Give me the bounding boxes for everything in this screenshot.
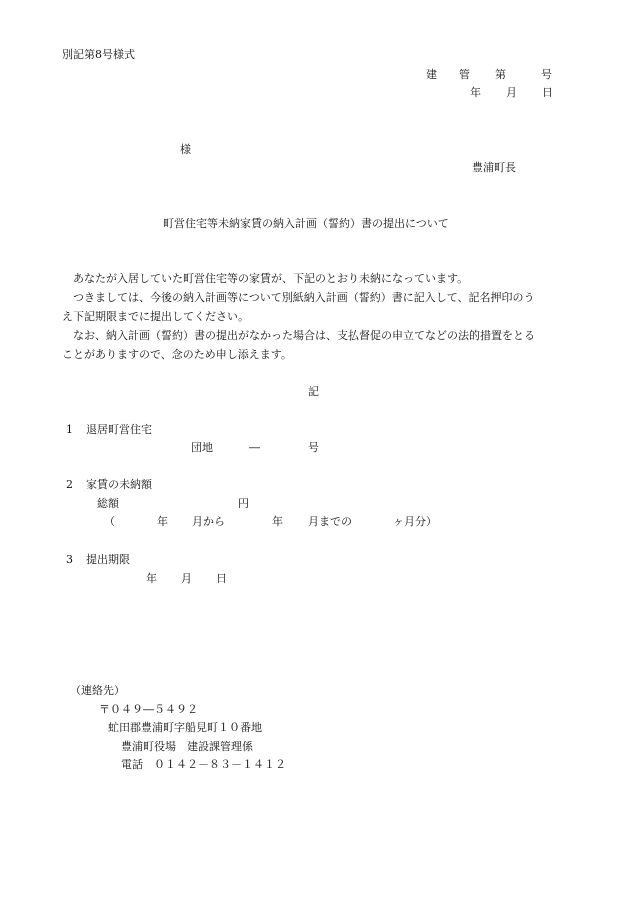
item-2-month-until: 月までの <box>308 515 352 528</box>
contact-postal: 〒０４９―５４９２ <box>99 703 198 716</box>
sender-name: 豊浦町長 <box>472 161 516 174</box>
item-1-number: 1 <box>66 423 73 436</box>
contact-phone: 電話 ０１４２－８３－１４１２ <box>121 758 286 771</box>
item-1-go: 号 <box>308 441 319 454</box>
body-line-1: あなたが入居していた町営住宅等の家賃が、下記のとおり未納になっています。 <box>73 272 469 285</box>
ki-heading: 記 <box>308 385 319 398</box>
item-2-months-tail: ヶ月分） <box>393 515 437 528</box>
item-2-total-label: 総額 <box>97 497 119 510</box>
body-line-3: え下記期限までに提出してください。 <box>62 310 249 323</box>
item-3-label: 提出期限 <box>86 553 130 566</box>
document-title: 町営住宅等未納家賃の納入計画（誓約）書の提出について <box>163 217 449 230</box>
item-2-paren-open: （ <box>104 515 115 528</box>
item-3-year: 年 <box>146 572 157 585</box>
item-2-label: 家賃の未納額 <box>86 478 152 491</box>
item-3-day: 日 <box>216 572 227 585</box>
contact-address: 虻田郡豊浦町字船見町１０番地 <box>108 721 262 734</box>
doc-number-char-2: 管 <box>459 68 470 81</box>
contact-office: 豊浦町役場 建設課管理係 <box>121 740 253 753</box>
item-3-number: 3 <box>66 553 73 566</box>
item-1-label: 退居町営住宅 <box>86 423 152 436</box>
item-2-year-b: 年 <box>272 515 283 528</box>
item-3-month: 月 <box>181 572 192 585</box>
body-line-4: なお、納入計画（誓約）書の提出がなかった場合は、支払督促の申立てなどの法的措置をとる <box>73 329 535 342</box>
item-2-number: 2 <box>66 478 73 491</box>
item-1-danchi: 団地 <box>191 441 213 454</box>
addressee-suffix: 様 <box>180 143 191 156</box>
item-2-yen: 円 <box>238 497 249 510</box>
doc-number-char-4: 号 <box>541 68 552 81</box>
issue-date-day: 日 <box>542 86 553 99</box>
item-2-year-a: 年 <box>157 515 168 528</box>
doc-number-char-1: 建 <box>426 68 437 81</box>
issue-date-year: 年 <box>470 86 481 99</box>
body-line-2: つきましては、今後の納入計画等について別紙納入計画（誓約）書に記入して、記名押印のう <box>73 291 535 304</box>
body-line-5: ことがありますので、念のため申し添えます。 <box>62 348 292 361</box>
form-label: 別記第8号様式 <box>62 48 135 61</box>
item-1-dash: ― <box>249 441 260 454</box>
issue-date-month: 月 <box>506 86 517 99</box>
doc-number-char-3: 第 <box>495 68 506 81</box>
item-2-month-from: 月から <box>192 515 225 528</box>
contact-heading: （連絡先） <box>70 684 125 697</box>
